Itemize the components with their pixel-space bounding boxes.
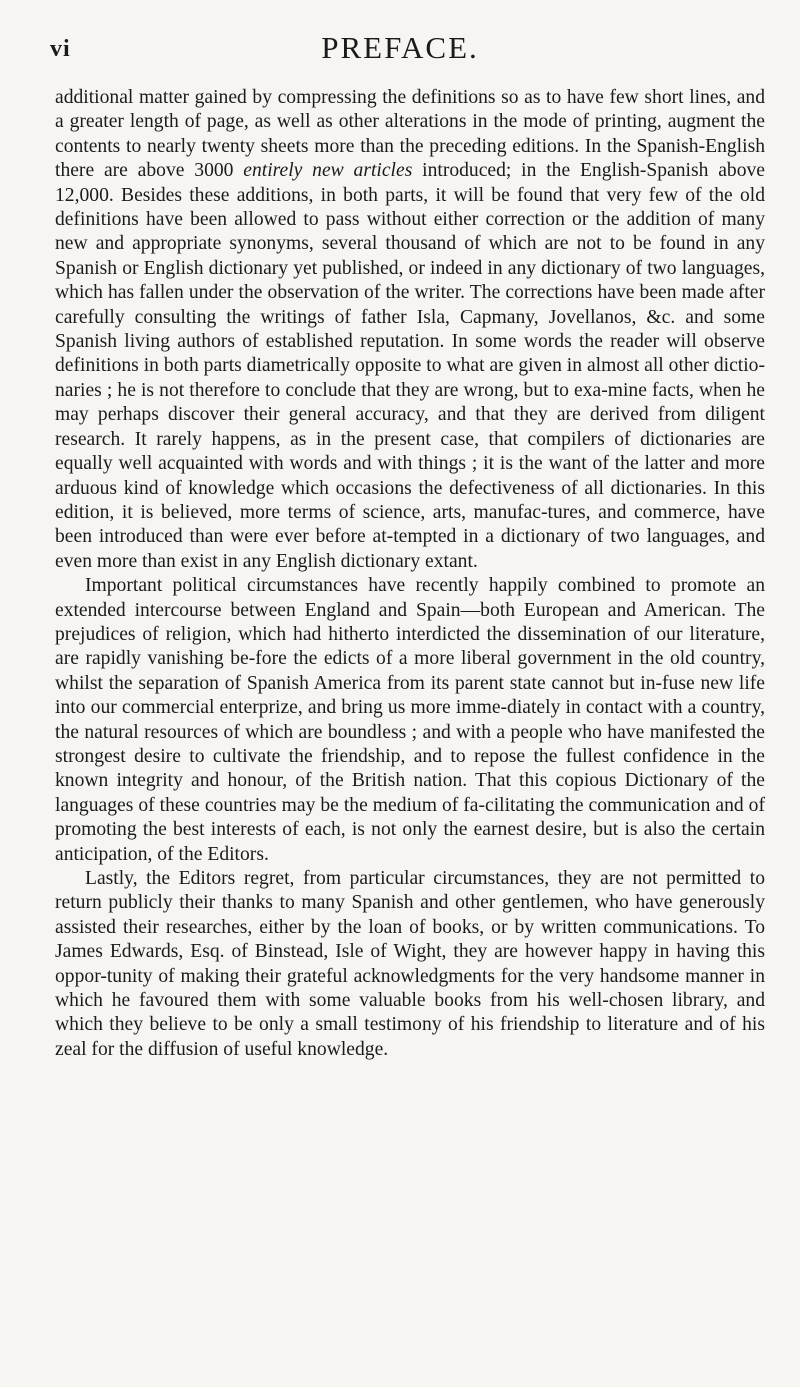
paragraph-3: Lastly, the Editors regret, from particular circumstances, they are not permitted to return publicly their thanks to many Spanish and other gentlemen, who have generously assisted their researches, either by the loan of books, or by written communications. To James Edwards, Esq. of Binstead, Isle of Wight, they are however happy in having this oppor-tunity of making their grateful acknowledgments for the very handsome manner in which he favoured them with some valuable books from his well-chosen library, and which they believe to be only a small testimony of his friendship to literature and of his zeal for the diffusion of useful knowledge. — [55, 868, 765, 1060]
italic-emphasis: entirely new articles — [243, 160, 413, 182]
paragraph-1-text-end: introduced; in the English-Spanish above 12,000. Besides these additions, in both parts, it will be found that very few of the old definitions have been allowed to pass without either correction or the addition of many new and appropriate synonyms, several thousand of which are not to be found in any Spanish or English dictionary yet published, or indeed in any dictionary of two languages, which has fallen under the observation of the writer. The corrections have been made after carefully consulting the writings of father Isla, Capmany, Jovellanos, &c. and some Spanish living authors of established reputation. In some words the reader will observe definitions in both parts diametrically opposite to what are given in almost all other dictio-naries ; he is not therefore to conclude that they are wrong, but to exa-mine facts, when he may perhaps discover their general accuracy, and that they are derived from diligent research. It rarely happens, as in the present case, that compilers of dictionaries are equally well acquainted with words and with things ; it is the want of the latter and more arduous kind of knowledge which occasions the defectiveness of all dictionaries. In this edition, it is believed, more terms of science, arts, manufac-tures, and commerce, have been introduced than were ever before at-tempted in a dictionary of two languages, and even more than exist in any English dictionary extant. — [55, 160, 765, 572]
page-number: vi — [50, 36, 71, 62]
paragraph-2: Important political circumstances have recently happily combined to promote an extended intercourse between England and Spain—both European and American. The prejudices of religion, which had hitherto interdicted the dissemination of our literature, are rapidly vanishing be-fore the edicts of a more liberal government in the old country, whilst the separation of Spanish America from its parent state cannot but in-fuse new life into our commercial enterprize, and bring us more imme-diately in contact with a country, the natural resources of which are boundless ; and with a people who have manifested the strongest desire to cultivate the friendship, and to repose the fullest confidence in the known integrity and honour, of the British nation. That this copious Dictionary of the languages of these countries may be the medium of fa-cilitating the communication and of promoting the best interests of each, is not only the earnest desire, but is also the certain anticipation, of the Editors. — [55, 575, 765, 865]
paragraph-1 — [55, 86, 765, 574]
paragraph-1-text-start: additional matter gained by compressing the definitions so as to have few short lines, and a greater length of page, as well as other alterations in the mode of printing, augment the contents to nearly twenty sheets more than the preceding editions. In the Spanish-English there are above 3000 — [55, 87, 765, 182]
preface-body — [55, 86, 765, 1062]
running-head: PREFACE. — [321, 30, 479, 65]
